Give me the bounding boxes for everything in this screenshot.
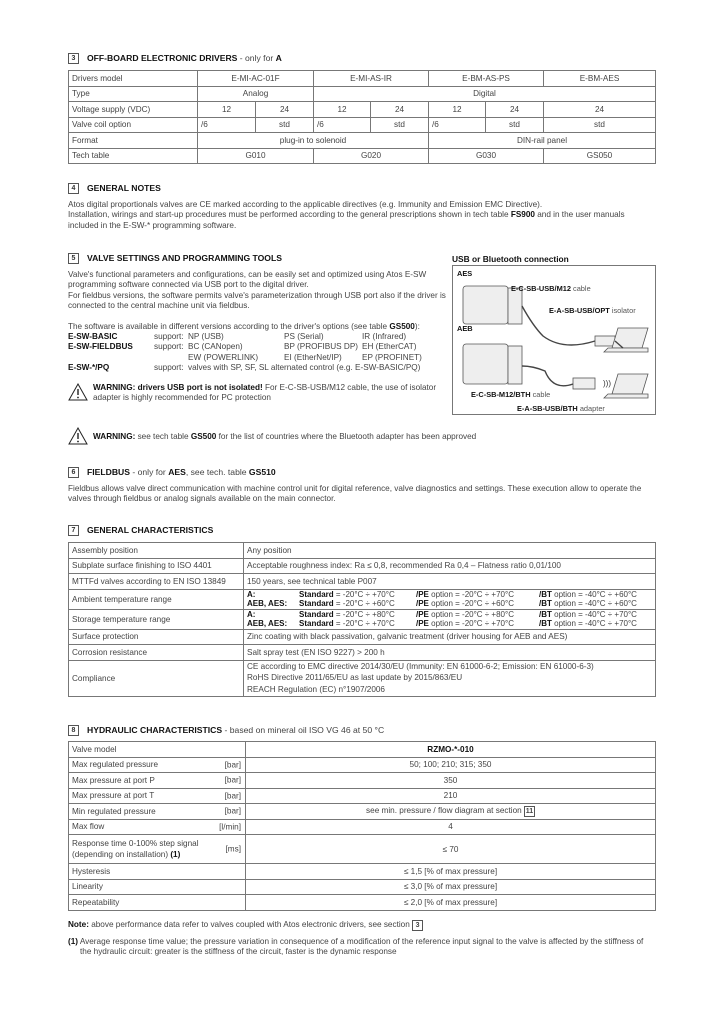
table-cell: G030: [429, 148, 544, 164]
table-cell: plug-in to solenoid: [198, 133, 429, 149]
section-number: 4: [68, 183, 79, 194]
variant: AEB, AES:: [247, 599, 288, 608]
software-option: EI (EtherNet/IP): [284, 352, 342, 362]
section-title: HYDRAULIC CHARACTERISTICS: [87, 725, 223, 735]
table-row: [69, 879, 656, 895]
laptop-icon: [612, 328, 648, 348]
section-title: GENERAL CHARACTERISTICS: [87, 525, 214, 535]
tech-table-ref: GS500: [389, 321, 415, 331]
software-option: EH (EtherCAT): [362, 342, 417, 352]
variant: A:: [247, 589, 256, 599]
software-option: valves with SP, SF, SL alternated control (e.g. E-SW-BASIC/PQ): [188, 363, 421, 373]
notes-text: [68, 200, 656, 231]
section-title: VALVE SETTINGS AND PROGRAMMING TOOLS: [87, 253, 282, 263]
aeb-label: AEB: [457, 324, 473, 333]
aes-label: AES: [457, 269, 473, 278]
software-support: support:: [154, 342, 184, 352]
table-row: [69, 558, 656, 574]
value-text: 210: [443, 791, 458, 801]
warning-title: WARNING:: [93, 432, 136, 441]
note: Note: above performance data refer to valves coupled with Atos electronic drivers, see section 3: [68, 920, 656, 931]
row-label: Type: [69, 86, 198, 102]
row-value: [246, 819, 656, 835]
unit: [bar]: [224, 791, 241, 801]
table-cell: DIN-rail panel: [429, 133, 656, 149]
pe-range: /PE option = -20°C ÷ +80°C: [416, 609, 514, 619]
section-number: 8: [68, 725, 79, 736]
drivers-table: [68, 70, 656, 164]
value-text: ≤ 70: [442, 844, 459, 854]
row-value: [246, 742, 656, 758]
temperature-values: [244, 589, 656, 609]
label-text: Min regulated pressure: [72, 806, 156, 816]
section-general-characteristics: [68, 524, 656, 697]
software-versions: [68, 332, 446, 374]
row-label: Drivers model: [69, 71, 198, 87]
table-cell: std: [371, 117, 429, 133]
standard-range: Standard = -20°C ÷ +60°C: [299, 599, 395, 608]
software-name: E-SW-BASIC: [68, 332, 118, 342]
row-value: [246, 788, 656, 804]
bt-range: /BT option = -40°C ÷ +60°C: [539, 589, 637, 599]
warning-usb: [68, 383, 446, 404]
warning-text: For E-C-SB-USB/M12 cable, the use of isolator adapter is highly recommended for PC protection: [93, 382, 437, 403]
table-cell: 24: [256, 102, 314, 118]
table-row: [69, 102, 656, 118]
software-option: BC (CANopen): [188, 342, 243, 352]
table-cell: 12: [314, 102, 371, 118]
connection-diagram: [452, 265, 656, 415]
general-characteristics-table: [68, 542, 656, 697]
table-cell: Analog: [198, 86, 314, 102]
bt-adapter-icon: [573, 378, 595, 389]
row-label: Format: [69, 133, 198, 149]
warning-text: see tech table: [135, 432, 191, 441]
row-value: [246, 864, 656, 880]
table-cell: std: [544, 117, 656, 133]
table-row: [69, 773, 656, 789]
table-row: [69, 574, 656, 590]
table-cell: E-BM-AES: [544, 71, 656, 87]
section-number: 7: [68, 525, 79, 536]
paragraph: Fieldbus allows valve direct communication with machine control unit for digital reference, valve diagnostics and settings. These execution allow to operate the valves through fieldbus or analog signals available on the main connector.: [68, 484, 642, 504]
bt-range: /BT option = -40°C ÷ +70°C: [539, 609, 637, 619]
table-cell: G010: [198, 148, 314, 164]
table-row: [69, 645, 656, 661]
row-value: Acceptable roughness index: Ra ≤ 0,8, recommended Ra 0,4 – Flatness ratio 0,01/100: [244, 558, 656, 574]
row-label: Storage temperature range: [69, 609, 244, 629]
svg-text:))): ))): [603, 379, 611, 388]
label-text: Max pressure at port P: [72, 775, 155, 785]
note-line: Atos digital proportionals valves are CE marked according to the applicable directives (e.g. Immunity and Emission EMC Directive).: [68, 200, 543, 209]
row-value: [246, 879, 656, 895]
note-line: and in the user manuals included in the E-SW-* programming software.: [68, 210, 625, 230]
row-value: Salt spray test (EN ISO 9227) > 200 h: [244, 645, 656, 661]
value-text: ≤ 3,0 [% of max pressure]: [403, 882, 498, 892]
aes-driver-icon: [463, 286, 508, 324]
row-label: [69, 757, 246, 773]
table-cell: E-BM-AS-PS: [429, 71, 544, 87]
software-support: support:: [154, 363, 184, 373]
software-option: PS (Serial): [284, 332, 324, 342]
label-text: Max pressure at port T: [72, 791, 155, 801]
section-title: FIELDBUS: [87, 467, 130, 477]
value-text: ≤ 1,5 [% of max pressure]: [403, 866, 498, 876]
section-subtitle-bold: AES: [168, 467, 186, 477]
row-label: Corrosion resistance: [69, 645, 244, 661]
label-text: Max regulated pressure: [72, 760, 159, 770]
text: ):: [414, 321, 420, 331]
warning-text: for the list of countries where the Bluetooth adapter has been approved: [216, 432, 477, 441]
bth-adapter-label: E-A-SB-USB/BTH adapter: [517, 404, 605, 413]
row-label: Voltage supply (VDC): [69, 102, 198, 118]
software-option: BP (PROFIBUS DP): [284, 342, 359, 352]
table-row: [69, 804, 656, 820]
section-title: OFF-BOARD ELECTRONIC DRIVERS: [87, 53, 238, 63]
table-cell: Digital: [314, 86, 656, 102]
section-subtitle: - based on mineral oil ISO VG 46 at 50 °C: [222, 725, 385, 735]
section-subtitle: - only for: [237, 53, 276, 63]
section-number: 6: [68, 467, 79, 478]
table-cell: 24: [486, 102, 544, 118]
section-title: GENERAL NOTES: [87, 183, 161, 193]
bt-range: /BT option = -40°C ÷ +60°C: [539, 599, 637, 608]
row-value: [246, 804, 656, 820]
standard-range: Standard = -20°C ÷ +80°C: [299, 609, 395, 619]
temperature-values: [244, 609, 656, 629]
row-label: [69, 804, 246, 820]
table-cell: E-MI-AC-01F: [198, 71, 314, 87]
row-value: [246, 895, 656, 911]
text: The software is available in different versions according to the driver's options (see table: [68, 321, 390, 331]
paragraph: [68, 322, 446, 332]
cable-usb-label: E-C-SB-USB/M12 cable: [511, 284, 591, 293]
row-label: Valve coil option: [69, 117, 198, 133]
row-value: Zinc coating with black passivation, galvanic treatment (driver housing for AEB and AES): [244, 629, 656, 645]
section-ref[interactable]: 3: [412, 920, 423, 931]
row-label: [69, 742, 246, 758]
pe-range: /PE option = -20°C ÷ +70°C: [416, 619, 514, 628]
unit: [bar]: [224, 760, 241, 770]
table-row: [69, 895, 656, 911]
software-name: E-SW-*/PQ: [68, 363, 110, 373]
tech-table-ref: GS510: [248, 467, 276, 477]
isolator-label: E-A-SB-USB/OPT isolator: [549, 306, 636, 315]
table-row: [69, 148, 656, 164]
row-value: [246, 773, 656, 789]
standard-range: Standard = -20°C ÷ +70°C: [299, 619, 395, 628]
aeb-driver-icon: [463, 344, 508, 384]
row-value: Any position: [244, 543, 656, 559]
row-label: [69, 864, 246, 880]
cable-bth-label: E-C-SB-M12/BTH cable: [471, 390, 551, 399]
table-row: [69, 629, 656, 645]
pe-range: /PE option = -20°C ÷ +60°C: [416, 599, 514, 608]
table-cell: G020: [314, 148, 429, 164]
unit: [bar]: [224, 775, 241, 785]
footnote: (1) Average response time value; the pressure variation in consequence of a modification of the reference input signal to the valve is affected by the stiffness of the hydraulic circuit: greater is the stiffness of the circuit, faster is the dynamic response: [68, 936, 644, 956]
row-label: [69, 895, 246, 911]
table-row: [69, 835, 656, 864]
row-label: Compliance: [69, 660, 244, 696]
row-label: MTTFd valves according to EN ISO 13849: [69, 574, 244, 590]
compliance-line: REACH Regulation (EC) n°1907/2006: [247, 684, 385, 694]
software-option: NP (USB): [188, 332, 224, 342]
value-text: 50; 100; 210; 315; 350: [409, 760, 492, 770]
label-text: Repeatability: [72, 897, 120, 907]
row-label: Tech table: [69, 148, 198, 164]
warning-icon: [68, 383, 88, 401]
software-support: support:: [154, 332, 184, 342]
table-row: [69, 609, 656, 629]
tech-table-ref: FS900: [510, 210, 535, 220]
section-subtitle: - only for: [129, 467, 169, 477]
table-row: [69, 742, 656, 758]
row-label: [69, 819, 246, 835]
row-label: Assembly position: [69, 543, 244, 559]
row-value: [246, 835, 656, 864]
section-general-notes: [68, 182, 656, 231]
compliance-line: RoHS Directive 2011/65/EU as last update by 2015/863/EU: [247, 673, 463, 683]
table-cell: 24: [544, 102, 656, 118]
table-cell: std: [486, 117, 544, 133]
laptop-bt-icon: [612, 374, 648, 394]
section-subtitle: , see tech. table: [185, 467, 249, 477]
compliance-line: CE according to EMC directive 2014/30/EU (Immunity: EN 61000-6-2; Emission: EN 61000-6-3): [247, 661, 594, 671]
table-cell: 24: [371, 102, 429, 118]
section-programming-tools: [68, 252, 446, 403]
row-value: [246, 757, 656, 773]
note-line: Installation, wirings and start-up procedures must be performed according to the general prescriptions shown in tech table: [68, 210, 511, 220]
section-number: 3: [68, 53, 79, 64]
section-number: 5: [68, 253, 79, 264]
section-hydraulic-characteristics: [68, 724, 656, 957]
software-option: EP (PROFINET): [362, 352, 422, 362]
software-name: E-SW-FIELDBUS: [68, 342, 133, 352]
table-cell: E-MI-AS-IR: [314, 71, 429, 87]
software-support: [154, 353, 188, 363]
label-text: Linearity: [72, 882, 103, 892]
unit: [l/min]: [219, 822, 241, 832]
standard-range: Standard = -20°C ÷ +70°C: [299, 589, 395, 599]
diagram-title: USB or Bluetooth connection: [452, 254, 569, 264]
pe-range: /PE option = -20°C ÷ +70°C: [416, 589, 514, 599]
table-row: [69, 133, 656, 149]
section-subtitle-bold: A: [275, 53, 282, 63]
value-text: 4: [448, 822, 453, 832]
label-text: Hysteresis: [72, 866, 111, 876]
table-row: [69, 117, 656, 133]
value-text: ≤ 2,0 [% of max pressure]: [403, 897, 498, 907]
label-text: Max flow: [72, 822, 105, 832]
row-label: [69, 773, 246, 789]
table-row: [69, 543, 656, 559]
unit: [bar]: [224, 806, 241, 816]
software-option: EW (POWERLINK): [188, 352, 259, 362]
table-row: [69, 757, 656, 773]
compliance-values: [244, 660, 656, 696]
table-cell: /6: [314, 117, 371, 133]
warning-title: WARNING: drivers USB port is not isolated!: [93, 382, 263, 392]
footnote-ref: (1): [170, 850, 181, 859]
table-row: [69, 788, 656, 804]
tech-table-ref: GS500: [190, 432, 217, 441]
row-label: Response time 0-100% step signal (depending on installation) (1) [ms]: [69, 835, 246, 864]
warning-bluetooth: [68, 427, 656, 445]
software-name: [68, 353, 154, 363]
table-cell: 12: [429, 102, 486, 118]
label-text: Valve model: [72, 744, 117, 754]
table-cell: std: [256, 117, 314, 133]
table-row: [69, 660, 656, 696]
bt-range: /BT option = -40°C ÷ +70°C: [539, 619, 637, 628]
row-label: [69, 879, 246, 895]
table-cell: GS050: [544, 148, 656, 164]
table-cell: 12: [198, 102, 256, 118]
table-row: [69, 86, 656, 102]
software-option: IR (Infrared): [362, 332, 407, 342]
paragraph: For fieldbus versions, the software permits valve's parameterization through USB port also if the driver is connected to the central machine unit via fieldbus.: [68, 290, 446, 311]
row-label: [69, 788, 246, 804]
section-fieldbus: [68, 466, 656, 505]
table-cell: /6: [198, 117, 256, 133]
paragraph: Valve's functional parameters and configurations, can be easily set and optimized using Atos E-SW programming software connected via USB port to the digital driver.: [68, 270, 427, 290]
value-text: see min. pressure / flow diagram at section: [366, 805, 524, 815]
table-row: [69, 589, 656, 609]
isolator-icon: [595, 336, 615, 346]
hydraulic-table: [68, 741, 656, 911]
table-row: [69, 864, 656, 880]
row-label: Subplate surface finishing to ISO 4401: [69, 558, 244, 574]
table-row: [69, 71, 656, 87]
section-offboard-drivers: [68, 52, 656, 164]
warning-icon: [68, 427, 88, 445]
section-ref[interactable]: 11: [525, 807, 534, 815]
value-text: 350: [443, 775, 458, 785]
row-label: Ambient temperature range: [69, 589, 244, 609]
unit: [ms]: [225, 844, 241, 854]
value-text: RZMO-*-010: [427, 744, 474, 754]
table-row: [69, 819, 656, 835]
variant: A:: [247, 609, 256, 619]
variant: AEB, AES:: [247, 619, 288, 628]
table-cell: /6: [429, 117, 486, 133]
row-value: 150 years, see technical table P007: [244, 574, 656, 590]
row-label: Surface protection: [69, 629, 244, 645]
